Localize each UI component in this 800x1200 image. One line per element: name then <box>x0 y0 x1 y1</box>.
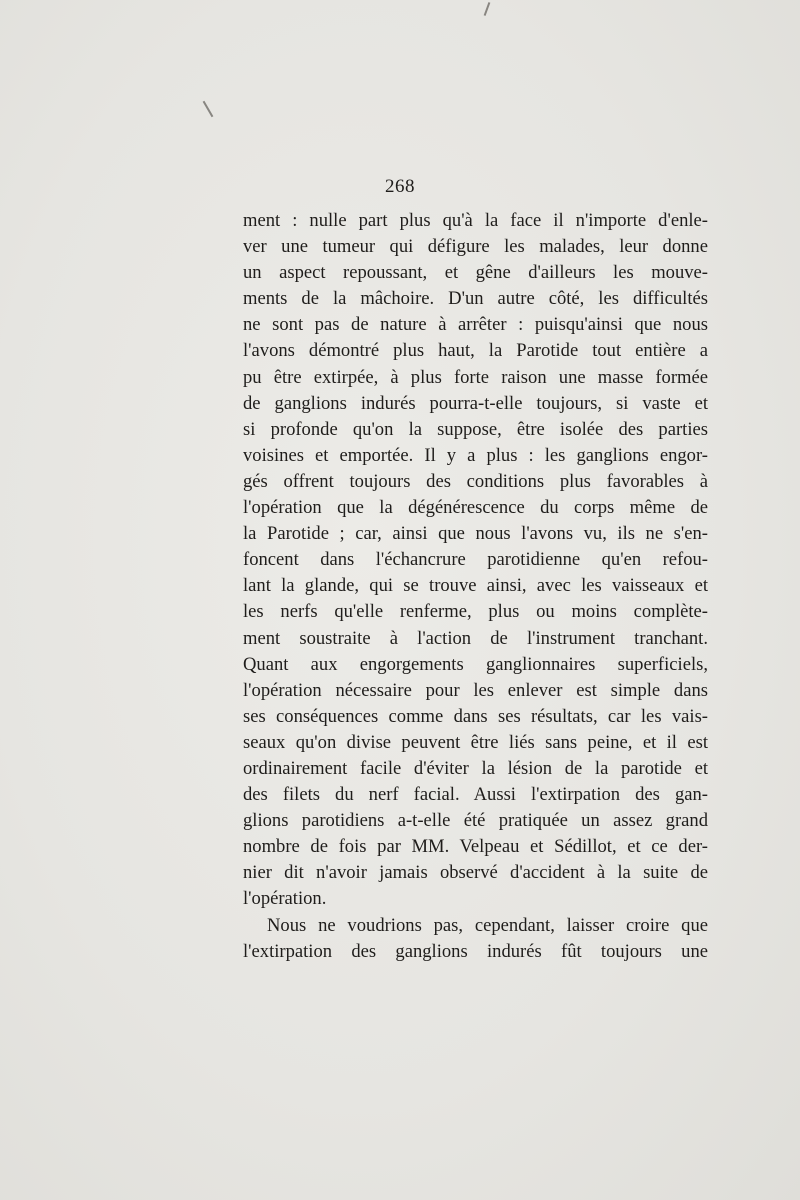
text-line: ment soustraite à l'action de l'instrument tranchant. <box>243 627 708 649</box>
text-line: l'opération nécessaire pour les enlever est simple dans <box>243 679 708 701</box>
text-line: gés offrent toujours des conditions plus favorables à <box>243 470 708 492</box>
text-line: foncent dans l'échancrure parotidienne qu'en refou- <box>243 549 708 571</box>
text-line: ver une tumeur qui défigure les malades, leur donne <box>243 236 708 258</box>
text-line: Nous ne voudrions pas, cependant, laisser croire que <box>267 914 708 936</box>
page-number: 268 <box>385 176 415 197</box>
text-line: ment : nulle part plus qu'à la face il n'importe d'enle- <box>243 210 708 231</box>
text-line: glions parotidiens a-t-elle été pratiquée un assez grand <box>243 810 708 832</box>
text-line: Quant aux engorgements ganglionnaires superficiels, <box>243 653 708 675</box>
text-line: des filets du nerf facial. Aussi l'extirpation des gan- <box>243 784 708 806</box>
text-line: nier dit n'avoir jamais observé d'accident à la suite de <box>243 862 708 884</box>
text-line: voisines et emportée. Il y a plus : les ganglions engor- <box>243 444 708 466</box>
margin-mark <box>203 101 214 118</box>
text-line: l'opération que la dégénérescence du corps même de <box>243 497 708 519</box>
text-line: ments de la mâchoire. D'un autre côté, les difficultés <box>243 288 708 310</box>
text-line: si profonde qu'on la suppose, être isolée des parties <box>243 418 708 440</box>
text-line: de ganglions indurés pourra-t-elle toujours, si vaste et <box>243 392 708 414</box>
text-line: ne sont pas de nature à arrêter : puisqu'ainsi que nous <box>243 314 708 336</box>
margin-mark <box>484 2 491 16</box>
text-line: seaux qu'on divise peuvent être liés sans peine, et il est <box>243 731 708 753</box>
text-line: ses conséquences comme dans ses résultats, car les vais- <box>243 705 708 727</box>
text-line: nombre de fois par MM. Velpeau et Sédillot, et ce der- <box>243 836 708 858</box>
text-line: la Parotide ; car, ainsi que nous l'avons vu, ils ne s'en- <box>243 523 708 545</box>
text-line: un aspect repoussant, et gêne d'ailleurs les mouve- <box>243 262 708 284</box>
text-line: lant la glande, qui se trouve ainsi, avec les vaisseaux et <box>243 575 708 597</box>
text-line: l'extirpation des ganglions indurés fût toujours une <box>243 940 708 962</box>
body-text <box>243 208 708 965</box>
text-line: l'opération. <box>243 888 327 910</box>
text-line: les nerfs qu'elle renferme, plus ou moins complète- <box>243 601 708 623</box>
text-line: ordinairement facile d'éviter la lésion de la parotide et <box>243 757 708 779</box>
text-line: l'avons démontré plus haut, la Parotide tout entière a <box>243 340 708 362</box>
text-line: pu être extirpée, à plus forte raison une masse formée <box>243 366 708 388</box>
